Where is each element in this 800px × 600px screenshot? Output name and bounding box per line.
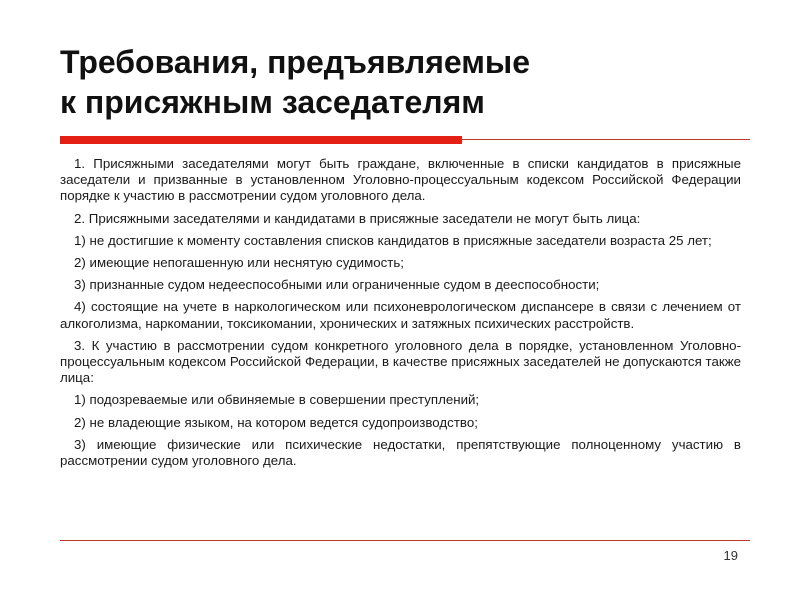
paragraph: 4) состоящие на учете в наркологическом или психоневрологическом диспансере в связи с лечением от алкоголизма, наркомании, токсикомании, хронических и затяжных психических расстройств.	[60, 299, 741, 331]
paragraph: 3) признанные судом недееспособными или ограниченные судом в дееспособности;	[74, 277, 600, 293]
paragraph: 1) подозреваемые или обвиняемые в совершении преступлений;	[74, 392, 480, 408]
paragraph: 2) не владеющие языком, на котором ведется судопроизводство;	[74, 414, 478, 430]
title-divider	[60, 136, 750, 145]
slide-title	[60, 42, 740, 122]
paragraph: 1. Присяжными заседателями могут быть граждане, включенные в списки кандидатов в присяжные заседатели и призванные в установленном Уголовно-процессуальным кодексом Российской Федерации порядке к участию в рассмотрении судом уголовного дела.	[60, 156, 741, 204]
paragraph: 2) имеющие непогашенную или неснятую судимость;	[74, 255, 404, 271]
paragraph: 1) не достигшие к моменту составления списков кандидатов в присяжные заседатели возраста 25 лет;	[74, 232, 712, 248]
paragraph: 3. К участию в рассмотрении судом конкретного уголовного дела в порядке, установленном Уголовно-процессуальным кодексом Российской Федерации, в качестве присяжных заседателей не допускаются также лица:	[60, 337, 741, 386]
paragraph: 2. Присяжными заседателями и кандидатами в присяжные заседатели не могут быть лица:	[74, 210, 641, 226]
slide-body	[60, 156, 741, 475]
title-divider-accent-bar	[60, 136, 462, 144]
footer-rule	[60, 540, 750, 541]
page-number: 19	[723, 548, 738, 563]
slide-title-line-2: к присяжным заседателям	[60, 84, 485, 120]
slide-title-line-1: Требования, предъявляемые	[60, 44, 531, 80]
paragraph: 3) имеющие физические или психические недостатки, препятствующие полноценному участию в рассмотрении судом уголовного дела.	[60, 436, 741, 469]
